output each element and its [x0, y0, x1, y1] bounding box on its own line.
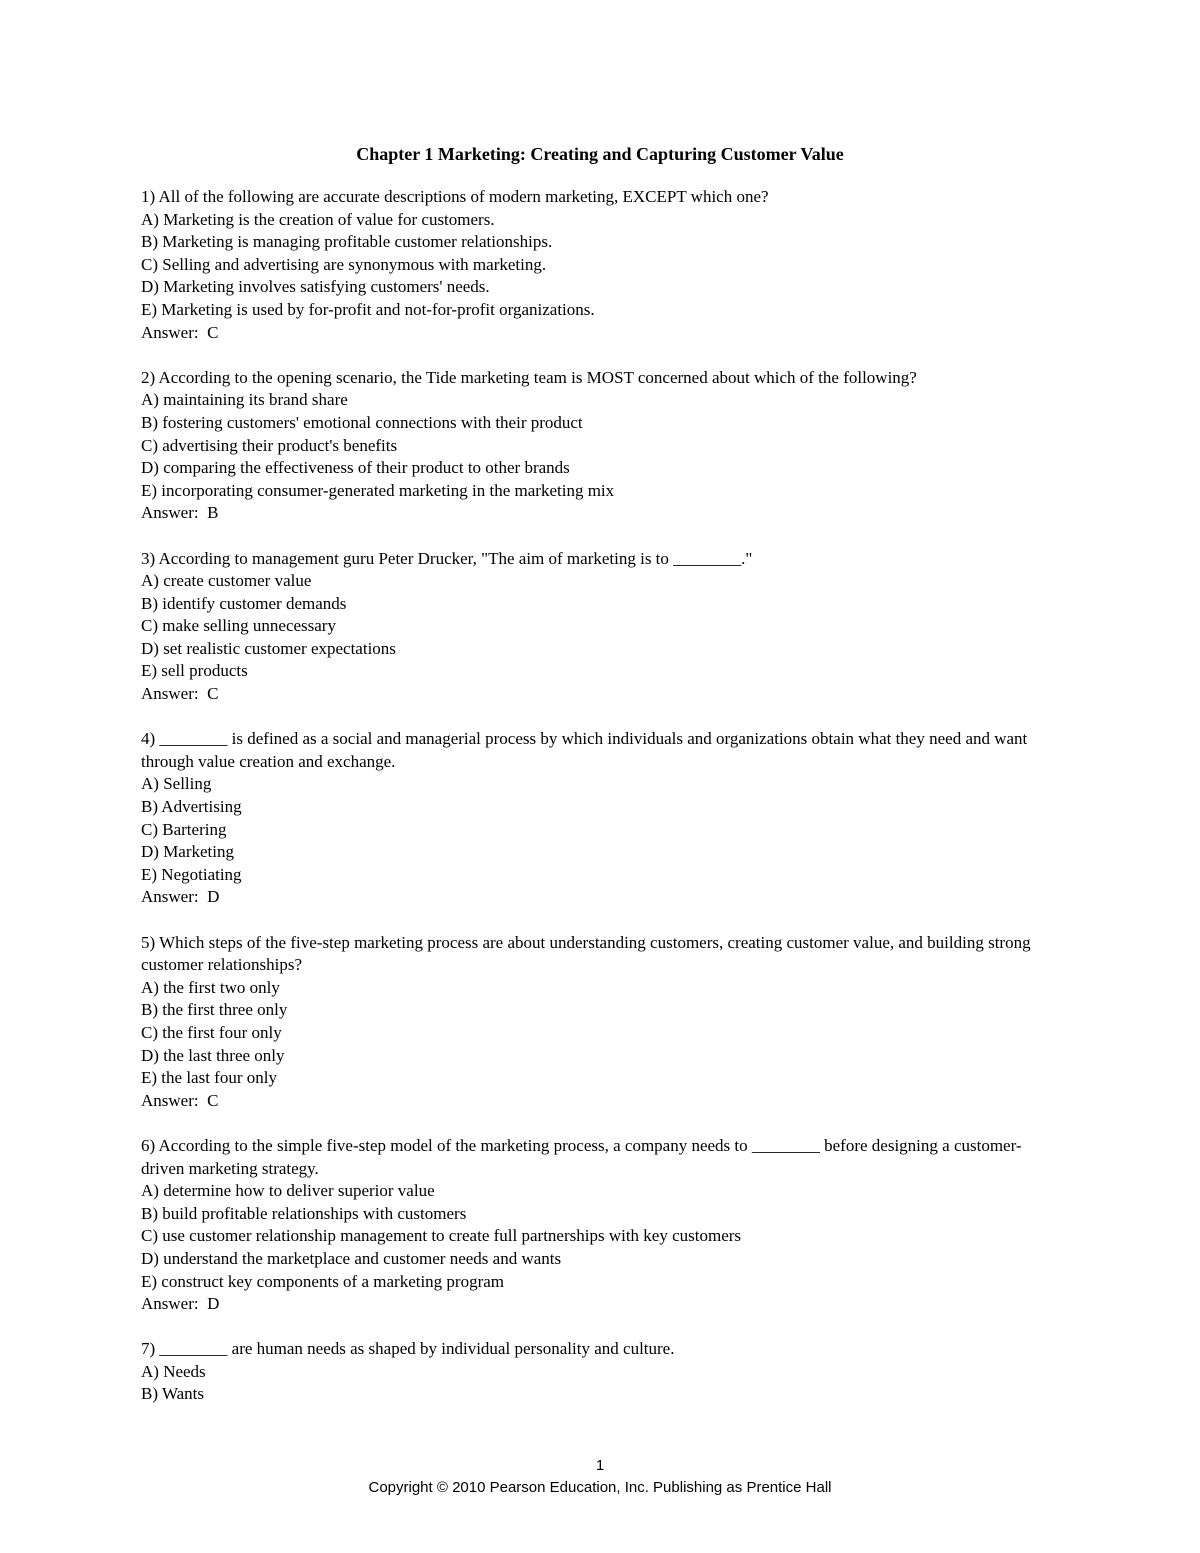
correct-answer: Answer: D — [141, 887, 220, 907]
answer-option: A) maintaining its brand share — [141, 390, 348, 410]
question-text: 4) ________ is defined as a social and managerial process by which individuals and organizations obtain what they need and want through value creation and exchange. — [141, 729, 1028, 771]
answer-option: E) incorporating consumer-generated marketing in the marketing mix — [141, 480, 615, 500]
page-number: 1 — [595, 1457, 605, 1474]
question-6 — [141, 1135, 1061, 1316]
answer-option: E) construct key components of a marketing program — [141, 1271, 505, 1291]
answer-option: B) build profitable relationships with customers — [141, 1203, 467, 1223]
answer-option: B) Marketing is managing profitable customer relationships. — [141, 232, 553, 252]
question-7 — [141, 1338, 1061, 1406]
question-4 — [141, 728, 1061, 909]
answer-option: D) understand the marketplace and customer needs and wants — [141, 1248, 562, 1268]
answer-option: D) Marketing involves satisfying customers' needs. — [141, 277, 490, 297]
correct-answer: Answer: C — [141, 322, 219, 342]
correct-answer: Answer: C — [141, 684, 219, 704]
question-text: 3) According to management guru Peter Drucker, "The aim of marketing is to ________." — [141, 548, 753, 568]
question-2 — [141, 367, 1061, 525]
answer-option: B) Wants — [141, 1384, 205, 1404]
answer-option: A) the first two only — [141, 977, 280, 997]
answer-option: A) create customer value — [141, 571, 312, 591]
question-1 — [141, 186, 1061, 344]
answer-option: A) Selling — [141, 774, 212, 794]
question-text: 2) According to the opening scenario, the Tide marketing team is MOST concerned about which of the following? — [141, 367, 917, 387]
answer-option: B) fostering customers' emotional connections with their product — [141, 412, 583, 432]
copyright-notice: Copyright © 2010 Pearson Education, Inc. Publishing as Prentice Hall — [368, 1479, 832, 1496]
answer-option: A) determine how to deliver superior value — [141, 1181, 435, 1201]
answer-option: B) identify customer demands — [141, 593, 347, 613]
answer-option: B) the first three only — [141, 1000, 288, 1020]
question-3 — [141, 548, 1061, 706]
correct-answer: Answer: D — [141, 1294, 220, 1314]
answer-option: C) use customer relationship management to create full partnerships with key customers — [141, 1226, 742, 1246]
question-5 — [141, 932, 1061, 1113]
answer-option: E) the last four only — [141, 1068, 277, 1088]
answer-option: B) Advertising — [141, 797, 242, 817]
answer-option: E) Marketing is used by for-profit and not-for-profit organizations. — [141, 299, 595, 319]
answer-option: D) set realistic customer expectations — [141, 638, 396, 658]
answer-option: C) advertising their product's benefits — [141, 435, 398, 455]
correct-answer: Answer: B — [141, 503, 219, 523]
answer-option: C) the first four only — [141, 1022, 282, 1042]
answer-option: C) make selling unnecessary — [141, 616, 336, 636]
answer-option: E) sell products — [141, 661, 248, 681]
chapter-title: Chapter 1 Marketing: Creating and Capturing Customer Value — [356, 144, 844, 164]
correct-answer: Answer: C — [141, 1090, 219, 1110]
answer-option: A) Needs — [141, 1361, 206, 1381]
answer-option: D) the last three only — [141, 1045, 285, 1065]
answer-option: D) Marketing — [141, 842, 235, 862]
answer-option: D) comparing the effectiveness of their product to other brands — [141, 458, 570, 478]
question-text: 1) All of the following are accurate descriptions of modern marketing, EXCEPT which one? — [141, 187, 769, 206]
answer-option: C) Selling and advertising are synonymous with marketing. — [141, 254, 547, 274]
page-footer — [0, 1455, 1200, 1499]
answer-option: C) Bartering — [141, 819, 227, 839]
question-list — [141, 186, 1061, 1406]
question-text: 5) Which steps of the five-step marketing process are about understanding customers, creating customer value, and building strong customer relationships? — [141, 932, 1031, 975]
question-text: 6) According to the simple five-step model of the marketing process, a company needs to ________ before designing a customer-driven marketing strategy. — [141, 1135, 1022, 1178]
answer-option: E) Negotiating — [141, 864, 242, 884]
question-text: 7) ________ are human needs as shaped by individual personality and culture. — [141, 1339, 675, 1359]
answer-option: A) Marketing is the creation of value for customers. — [141, 209, 495, 229]
